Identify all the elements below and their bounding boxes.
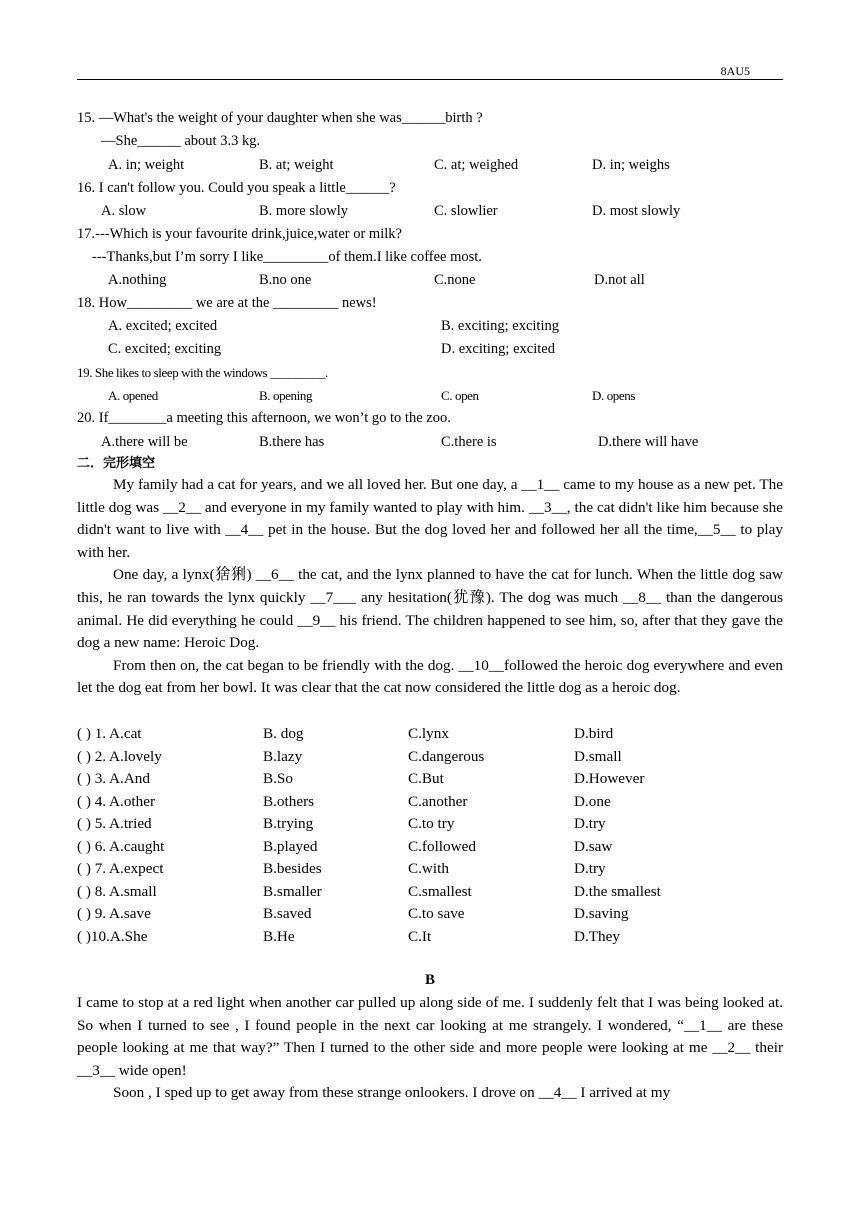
choice-10-num: ( )10.A.She xyxy=(77,928,148,945)
choice-3-d: D.However xyxy=(574,770,645,787)
section-heading-cloze: 二．完形填空 xyxy=(77,456,156,471)
choice-9-c: C.to save xyxy=(408,905,465,922)
cloze-passage xyxy=(77,474,783,700)
passage-b-paragraph-1: I came to stop at a red light when another car pulled up along side of me. I suddenly felt that I was being looked at. So when I turned to see , I found people in the next car looking at me strangely. I wondered, “__1__ are these people looking at me that way?” Then I turned to the other side and more people were looking at me __2__ their __3__ wide open! xyxy=(77,994,783,1079)
cloze-paragraph-1: My family had a cat for years, and we all loved her. But one day, a __1__ came to my house as a new pet. The little dog was __2__ and everyone in my family wanted to play with him. __3__, the cat didn't like him because she didn't want to live with __4__ pet in the house. But the dog loved her and followed her all the time,__5__ to play with her. xyxy=(77,476,783,561)
q16-line1: 16. I can't follow you. Could you speak a little______? xyxy=(77,180,396,196)
choice-4-num: ( ) 4. A.other xyxy=(77,793,156,810)
choice-10-b: B.He xyxy=(263,928,295,945)
choice-3-c: C.But xyxy=(408,770,444,787)
q16-option-c: C. slowlier xyxy=(434,203,498,219)
choice-9-d: D.saving xyxy=(574,905,629,922)
choice-6-num: ( ) 6. A.caught xyxy=(77,838,165,855)
choice-1-d: D.bird xyxy=(574,725,614,742)
q15-line1: 15. —What's the weight of your daughter when she was______birth ? xyxy=(77,110,483,126)
q19-option-d: D. opens xyxy=(592,388,636,403)
q19-option-b: B. opening xyxy=(259,388,313,403)
choice-7-b: B.besides xyxy=(263,860,322,877)
choice-2-c: C.dangerous xyxy=(408,748,485,765)
choice-1-b: B. dog xyxy=(263,725,304,742)
q20-line1: 20. If________a meeting this afternoon, we won’t go to the zoo. xyxy=(77,410,451,426)
q19-line1: 19. She likes to sleep with the windows _________. xyxy=(77,365,328,380)
q16-option-a: A. slow xyxy=(101,203,147,219)
choice-5-d: D.try xyxy=(574,815,606,832)
choice-7-num: ( ) 7. A.expect xyxy=(77,860,164,877)
q20-option-a: A.there will be xyxy=(101,434,188,450)
page-header-code: 8AU5 xyxy=(720,64,750,78)
choice-7-c: C.with xyxy=(408,860,449,877)
choice-4-c: C.another xyxy=(408,793,468,810)
choice-5-b: B.trying xyxy=(263,815,314,832)
choice-1-c: C.lynx xyxy=(408,725,449,742)
q19-option-a: A. opened xyxy=(108,388,158,403)
choice-9-num: ( ) 9. A.save xyxy=(77,905,151,922)
choice-6-c: C.followed xyxy=(408,838,476,855)
choice-8-c: C.smallest xyxy=(408,883,472,900)
choice-10-c: C.It xyxy=(408,928,432,945)
choice-3-num: ( ) 3. A.And xyxy=(77,770,150,787)
choice-2-d: D.small xyxy=(574,748,622,765)
q20-option-c: C.there is xyxy=(441,434,497,450)
q20-option-d: D.there will have xyxy=(598,434,699,450)
q15-option-b: B. at; weight xyxy=(259,157,334,173)
q15-option-c: C. at; weighed xyxy=(434,157,519,173)
choice-5-c: C.to try xyxy=(408,815,455,832)
q17-option-c: C.none xyxy=(434,272,476,288)
choice-9-b: B.saved xyxy=(263,905,312,922)
choice-2-num: ( ) 2. A.lovely xyxy=(77,748,162,765)
choice-7-d: D.try xyxy=(574,860,606,877)
choice-6-b: B.played xyxy=(263,838,318,855)
q17-line2: ---Thanks,but I’m sorry I like_________of them.I like coffee most. xyxy=(92,249,482,265)
q19-option-c: C. open xyxy=(441,388,479,403)
passage-b-paragraph-2: Soon , I sped up to get away from these strange onlookers. I drove on __4__ I arrived at my xyxy=(113,1084,671,1102)
q16-option-b: B. more slowly xyxy=(259,203,349,219)
choice-4-b: B.others xyxy=(263,793,315,810)
q15-line2: —She______ about 3.3 kg. xyxy=(101,133,261,149)
q18-option-d: D. exciting; excited xyxy=(441,341,555,357)
choice-8-d: D.the smallest xyxy=(574,883,661,900)
q15-option-a: A. in; weight xyxy=(108,157,185,173)
header-rule xyxy=(77,79,783,80)
passage-b xyxy=(77,992,783,1105)
choice-10-d: D.They xyxy=(574,928,620,945)
cloze-paragraph-3: From then on, the cat began to be friendly with the dog. __10__followed the heroic dog everywhere and even let the dog eat from her bowl. It was clear that the cat now considered the little dog as a heroic dog. xyxy=(77,656,783,697)
choice-5-num: ( ) 5. A.tried xyxy=(77,815,152,832)
q17-option-a: A.nothing xyxy=(108,272,167,288)
q18-line1: 18. How_________ we are at the _________ news! xyxy=(77,295,377,311)
choice-1-num: ( ) 1. A.cat xyxy=(77,725,142,742)
choice-2-b: B.lazy xyxy=(263,748,303,765)
q18-option-b: B. exciting; exciting xyxy=(441,318,559,334)
choice-4-d: D.one xyxy=(574,793,611,810)
q16-option-d: D. most slowly xyxy=(592,203,681,219)
choice-8-num: ( ) 8. A.small xyxy=(77,883,157,900)
choice-8-b: B.smaller xyxy=(263,883,322,900)
q17-line1: 17.---Which is your favourite drink,juice,water or milk? xyxy=(77,226,402,242)
choice-6-d: D.saw xyxy=(574,838,613,855)
q17-option-d: D.not all xyxy=(594,272,645,288)
q20-option-b: B.there has xyxy=(259,434,325,450)
q18-option-a: A. excited; excited xyxy=(108,318,218,334)
q17-option-b: B.no one xyxy=(259,272,312,288)
cloze-paragraph-2: One day, a lynx(猞猁) __6__ the cat, and the lynx planned to have the cat for lunch. When the little dog saw this, he ran towards the lynx quickly __7___ any hesitation(犹豫). The dog was much __8__ than the dangerous animal. He did everything he could __9__ his friend. The children happened to see him, so, after that they gave the dog a new name: Heroic Dog. xyxy=(77,566,783,652)
section-b-title: B xyxy=(424,972,435,988)
q18-option-c: C. excited; exciting xyxy=(108,341,222,357)
q15-option-d: D. in; weighs xyxy=(592,157,670,173)
choice-3-b: B.So xyxy=(263,770,293,787)
